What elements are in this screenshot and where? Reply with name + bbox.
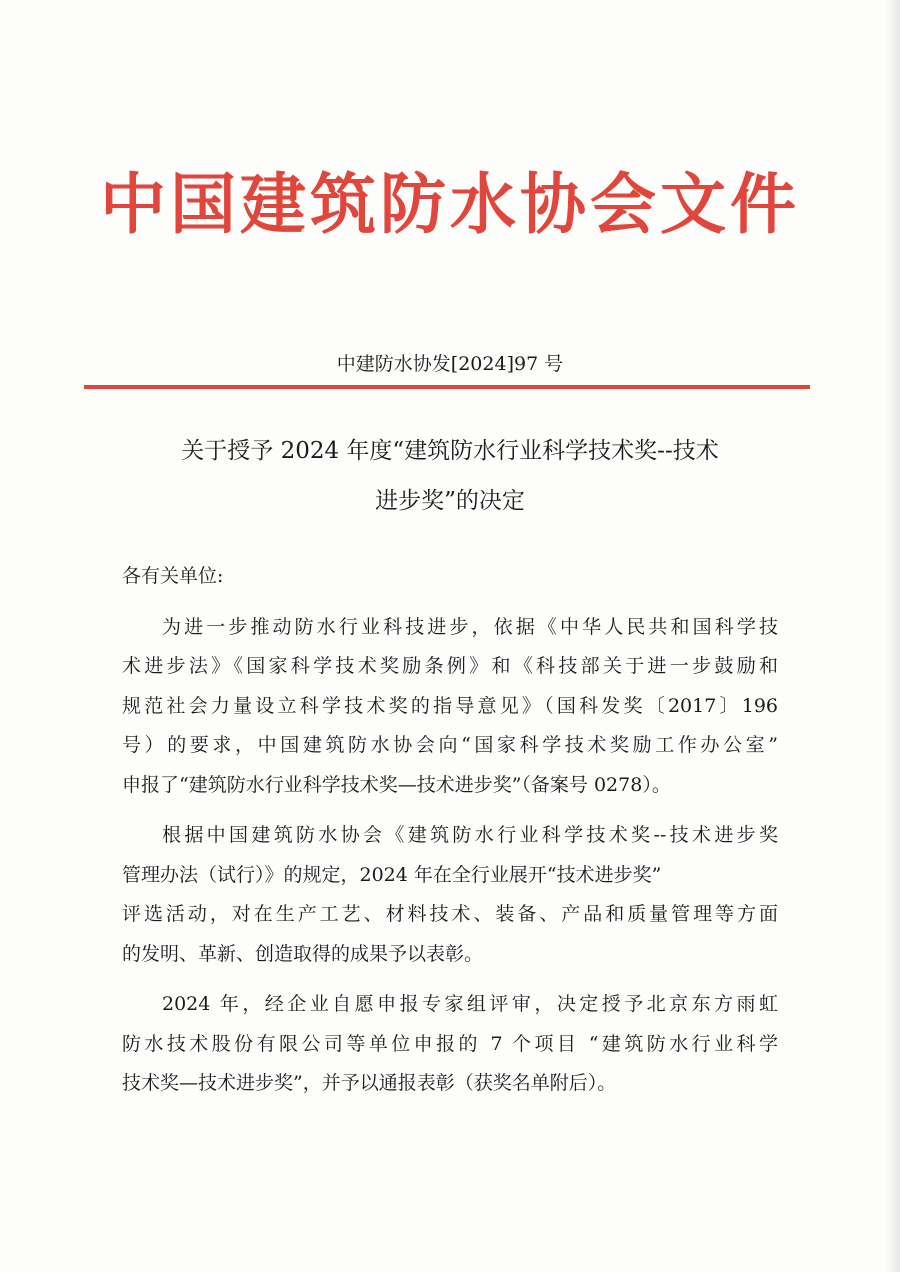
paragraph-1-line: 为进一步推动防水行业科技进步，依据《中华人民共和国科学技 xyxy=(162,615,778,638)
paragraph-3-line: 防水技术股份有限公司等单位申报的 7 个项目 “建筑防水行业科学 xyxy=(122,1032,778,1055)
paragraph-3-line: 技术奖—技术进步奖”，并予以通报表彰（获奖名单附后）。 xyxy=(122,1072,617,1094)
paragraph-2 xyxy=(122,816,778,974)
paragraph-2-line: 根据中国建筑防水协会《建筑防水行业科学技术奖--技术进步奖 xyxy=(162,824,778,846)
paragraph-3-line: 2024 年，经企业自愿申报专家组评审，决定授予北京东方雨虹 xyxy=(162,993,778,1015)
salutation: 各有关单位: xyxy=(122,565,224,587)
red-header-rule xyxy=(84,385,810,389)
paragraph-1-line: 号）的要求，中国建筑防水协会向“国家科学技术奖励工作办公室” xyxy=(122,734,778,756)
paragraph-1 xyxy=(122,608,778,806)
paragraph-3 xyxy=(122,985,778,1104)
document-title-line-1: 关于授予 2024 年度“建筑防水行业科学技术奖--技术 xyxy=(181,438,719,464)
paragraph-2-line: 的发明、革新、创造取得的成果予以表彰。 xyxy=(122,942,484,965)
paragraph-1-line: 申报了“建筑防水行业科学技术奖—技术进步奖”（备案号 0278）。 xyxy=(122,773,671,796)
paragraph-1-line: 规范社会力量设立科学技术奖的指导意见》（国科发奖〔2017〕196 xyxy=(122,694,778,717)
organization-header-title: 中国建筑防水协会文件 xyxy=(100,166,800,243)
document-number: 中建防水协发[2024]97 号 xyxy=(336,353,564,375)
paragraph-2-line: 评选活动，对在生产工艺、材料技术、装备、产品和质量管理等方面 xyxy=(122,903,778,925)
document-title xyxy=(0,426,900,526)
paragraph-2-line: 管理办法（试行）》的规定，2024 年在全行业展开“技术进步奖” xyxy=(122,863,662,886)
document-body xyxy=(122,557,778,1104)
document-title-line-2: 进步奖”的决定 xyxy=(375,488,525,514)
paragraph-1-line: 术进步法》《国家科学技术奖励条例》和《科技部关于进一步鼓励和 xyxy=(122,655,778,677)
